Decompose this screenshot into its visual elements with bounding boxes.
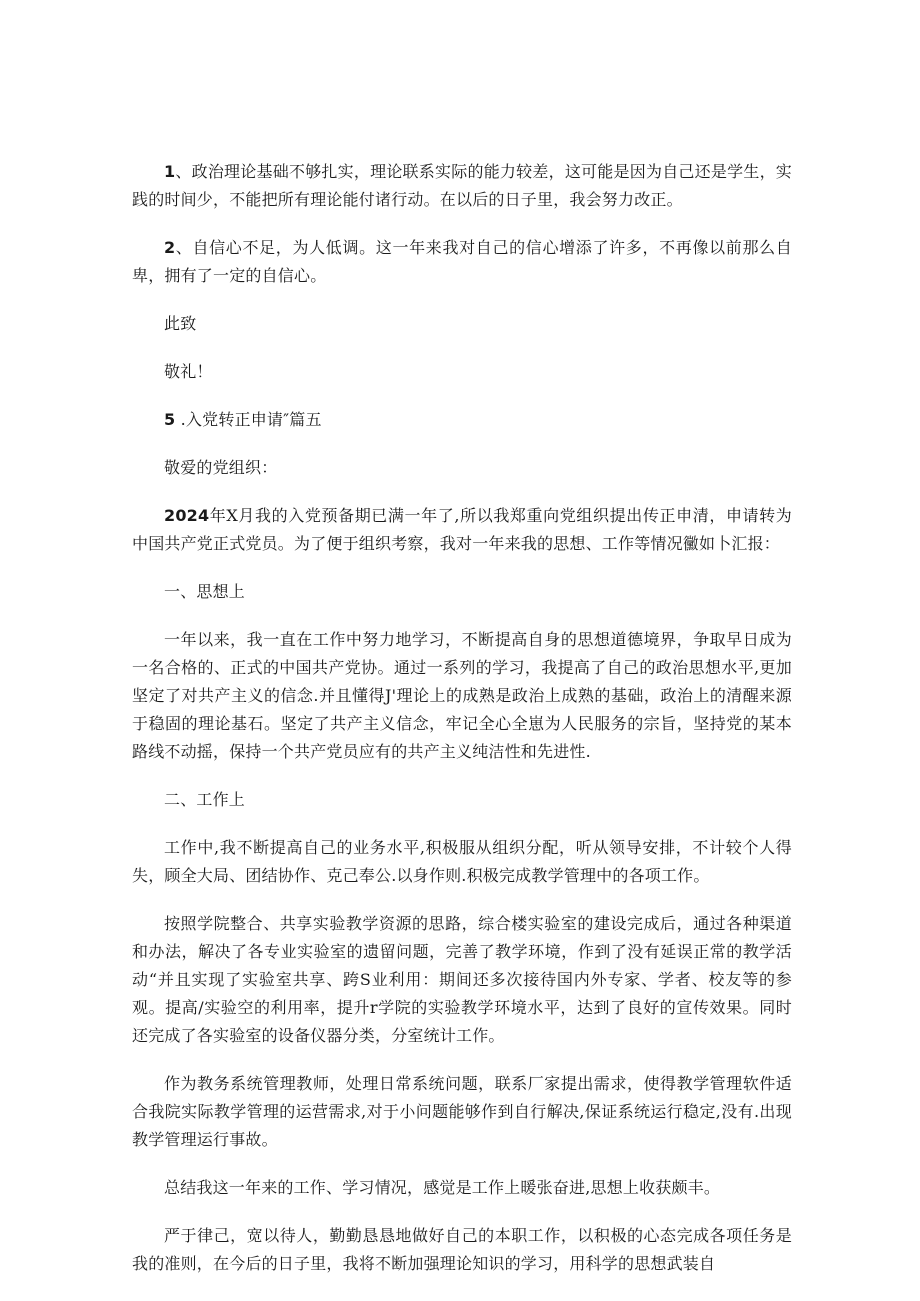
paragraph-text: 年X月我的入党预备期已满一年了,所以我郑重向党组织提出传正申清，申请转为中国共产党正式党员。为了便于组织考察，我对一年来我的思想、工作等情况黴如卜汇报：	[132, 506, 792, 553]
section-title: .入党转正申请″篇五	[175, 410, 322, 429]
paragraph-shortcoming-1	[132, 158, 792, 214]
paragraph-thought	[132, 626, 792, 766]
section-heading	[132, 406, 792, 434]
paragraph-text: 、政治理论基础不够扎实，理论联系实际的能力较差，这可能是因为自己还是学生，实践的时间少，不能把所有理论能付诸行动。在以后的日子里，我会努力改正。	[132, 162, 792, 209]
year-number: 2024	[164, 506, 210, 525]
paragraph-shortcoming-2	[132, 234, 792, 290]
subheading-thought	[132, 578, 792, 606]
paragraph-work-1	[132, 834, 792, 890]
item-number: 2	[164, 238, 176, 257]
paragraph-text: 二、工作上	[164, 790, 246, 809]
paragraph-text: 工作中,我不断提高自己的业务水平,积极服从组织分配，听从领导安排，不计较个人得失，顾全大局、团结协作、克己奉公.以身作则.积极完成教学管理中的各项工作。	[132, 838, 792, 885]
closing-salutation	[132, 310, 792, 338]
subheading-work	[132, 786, 792, 814]
item-number: 1	[164, 162, 176, 181]
closing-regards	[132, 358, 792, 386]
paragraph-text: 按照学院整合、共享实验教学资源的思路，综合楼实验室的建设完成后，通过各种渠道和办法，解决了各专业实验室的遗留问题，完善了教学环境，作到了没有延误正常的教学活动“并且实现了实验室共享、跨S业利用：期间还多次接待国内外专家、学者、校友等的参观。提高/实验空的利用率，提升r学院的实验教学环境水平，达到了良好的宣传效果。同时还完成了各实验室的设备仪器分类，分室统计工作。	[132, 914, 792, 1045]
paragraph-text: 总结我这一年来的工作、学习情况，感觉是工作上暖张奋进,思想上收获颇丰。	[164, 1178, 721, 1197]
section-number: 5	[164, 410, 176, 429]
document-body	[132, 158, 792, 1298]
paragraph-intro	[132, 502, 792, 558]
letter-greeting	[132, 454, 792, 482]
paragraph-text: 严于律己，宽以待人，勤勤恳恳地做好自己的本职工作，以积极的心态完成各项任务是我的准则，在今后的日子里，我将不断加强理论知识的学习，用科学的思想武装自	[132, 1226, 792, 1273]
paragraph-principle	[132, 1222, 792, 1278]
paragraph-text: 敬礼！	[164, 362, 213, 381]
paragraph-text: 、自信心不足，为人低调。这一年来我对自己的信心增添了许多，不再像以前那么自卑，拥有了一定的自信心。	[132, 238, 792, 285]
paragraph-text: 一年以来，我一直在工作中努力地学习，不断提高自身的思想道德境界，争取早日成为一名合格的、正式的中国共产党协。通过一系列的学习，我提高了自己的政治思想水平,更加坚定了对共产主义的信念.并且懂得J'理论上的成熟是政治上成熟的基础，政治上的清醒来源于稳固的理论基石。坚定了共产主义信念，牢记全心全崽为人民服务的宗旨，坚持党的某本路线不动摇，保持一个共产党员应有的共产主义纯洁性和先进性.	[132, 630, 792, 761]
paragraph-summary	[132, 1174, 792, 1202]
paragraph-text: 作为教务系统管理教师，处理日常系统问题，联系厂家提出需求，使得教学管理软件适合我院实际教学管理的运营需求,对于小问题能够作到自行解决,保证系统运行稳定,没有.出现教学管理运行事故。	[132, 1074, 792, 1149]
paragraph-text: 一、思想上	[164, 582, 246, 601]
paragraph-work-2	[132, 910, 792, 1050]
paragraph-text: 敬爱的党组织：	[164, 458, 278, 477]
paragraph-text: 此致	[164, 314, 197, 333]
paragraph-work-3	[132, 1070, 792, 1154]
